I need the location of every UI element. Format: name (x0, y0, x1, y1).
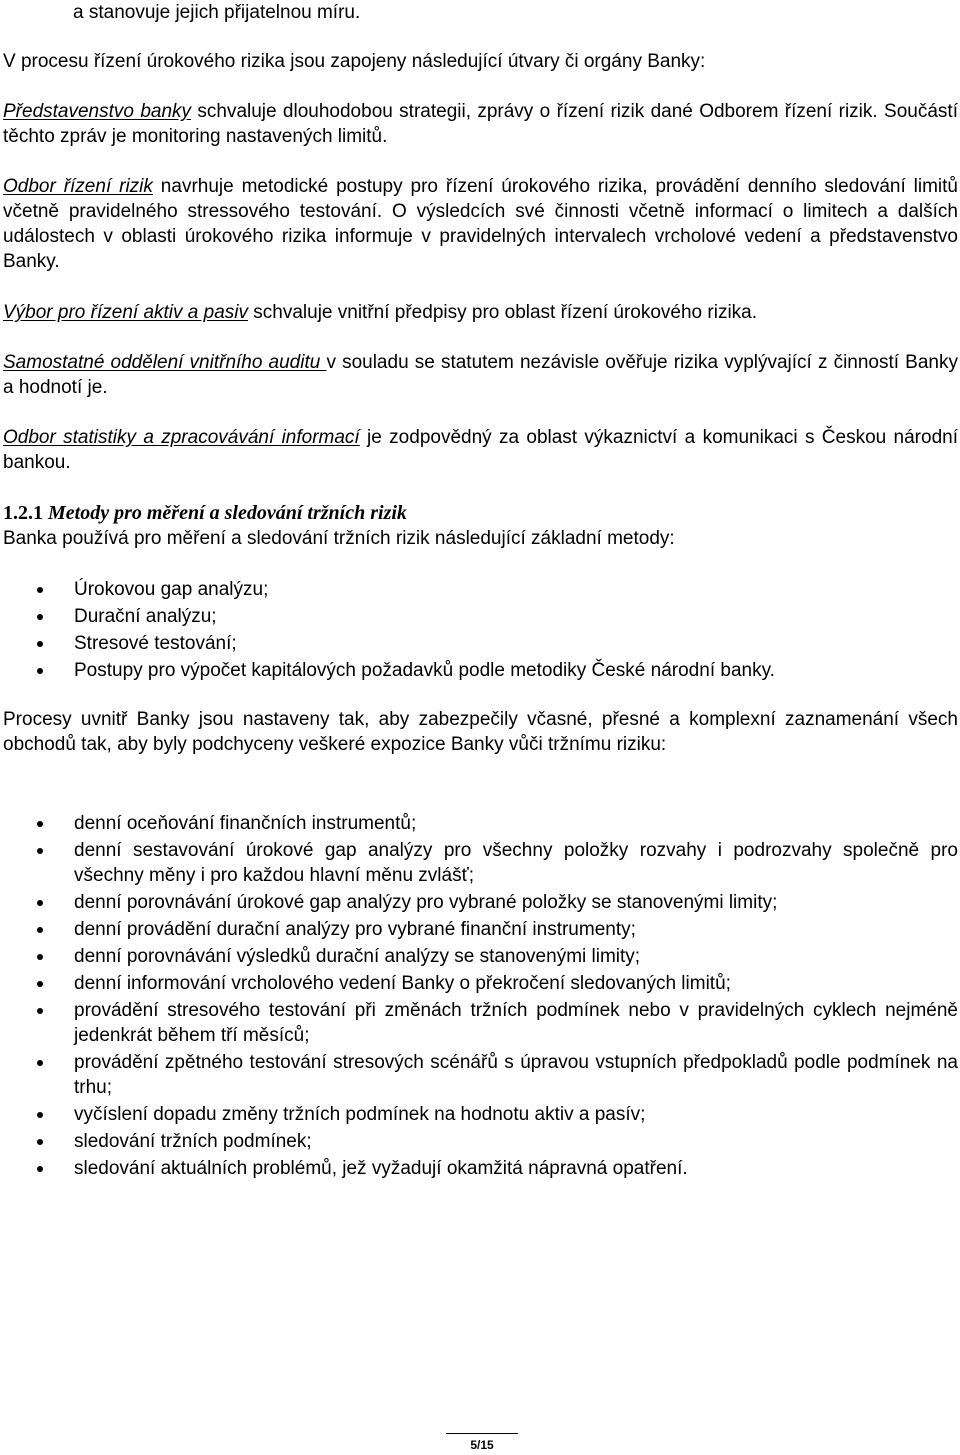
processes-list (3, 811, 958, 1181)
list-item: denní porovnávání výsledků durační analýzy se stanovenými limity; (3, 944, 958, 969)
list-item: vyčíslení dopadu změny tržních podmínek na hodnotu aktiv a pasív; (3, 1102, 958, 1127)
list-item: denní provádění durační analýzy pro vybrané finanční instrumenty; (3, 917, 958, 942)
bullet-icon (37, 821, 43, 827)
risk-dept-text: navrhuje metodické postupy pro řízení úrokového rizika, provádění denního sledování limitů včetně pravidelného stressového testování. O výsledcích své činnosti včetně informací o limitech a dalších událostech v oblasti úrokového rizika informuje v pravidelných intervalech vrcholové vedení a představenstvo Banky. (3, 176, 959, 272)
footer-rule (446, 1433, 518, 1434)
alco-name: Výbor pro řízení aktiv a pasiv (3, 302, 248, 323)
bullet-icon (37, 641, 43, 647)
list-item: Úrokovou gap analýzu; (3, 577, 958, 602)
bullet-icon (37, 1060, 43, 1066)
list-item: denní oceňování finančních instrumentů; (3, 811, 958, 836)
statistics-text: je zodpovědný za oblast výkaznictví a komunikaci s Českou národní bankou. (3, 427, 958, 473)
methods-list (3, 577, 958, 683)
bullet-icon (37, 668, 43, 674)
section-heading (3, 501, 958, 526)
alco-paragraph (3, 300, 958, 325)
bullet-icon (37, 927, 43, 933)
risk-dept-name: Odbor řízení rizik (3, 176, 153, 197)
section-title: Metody pro měření a sledování tržních rizik (48, 502, 407, 524)
alco-text: schvaluje vnitřní předpisy pro oblast řízení úrokového rizika. (248, 302, 758, 323)
statistics-paragraph (3, 425, 958, 475)
bullet-icon (37, 848, 43, 854)
risk-dept-paragraph (3, 174, 958, 274)
bullet-icon (37, 900, 43, 906)
bullet-icon (37, 587, 43, 593)
list-item: denní informování vrcholového vedení Banky o překročení sledovaných limitů; (3, 971, 958, 996)
list-item: sledování tržních podmínek; (3, 1129, 958, 1154)
board-name: Představenstvo banky (3, 101, 192, 122)
statistics-name: Odbor statistiky a zpracovávání informací (3, 427, 360, 448)
audit-name: Samostatné oddělení vnitřního auditu (3, 352, 327, 373)
board-text: schvaluje dlouhodobou strategii, zprávy o řízení rizik dané Odborem řízení rizik. Součástí těchto zpráv je monitoring nastavených limitů. (3, 101, 958, 147)
board-paragraph (3, 99, 958, 149)
continuation-line: a stanovuje jejich přijatelnou míru. (73, 2, 361, 23)
audit-text: v souladu se statutem nezávisle ověřuje rizika vyplývající z činností Banky a hodnotí je. (3, 352, 958, 398)
methods-intro: Banka používá pro měření a sledování tržních rizik následující základní metody: (3, 528, 675, 549)
list-item: provádění zpětného testování stresových scénářů s úpravou vstupních předpokladů podle podmínek na trhu; (3, 1050, 958, 1100)
bullet-icon (37, 1139, 43, 1145)
section-number: 1.2.1 (3, 502, 43, 524)
bullet-icon (37, 954, 43, 960)
list-item: Durační analýzu; (3, 604, 958, 629)
bullet-icon (37, 1008, 43, 1014)
bullet-icon (37, 1166, 43, 1172)
list-item: Postupy pro výpočet kapitálových požadavků podle metodiky České národní banky. (3, 658, 958, 683)
bullet-icon (37, 981, 43, 987)
intro-paragraph: V procesu řízení úrokového rizika jsou zapojeny následující útvary či orgány Banky: (3, 51, 706, 72)
list-item: provádění stresového testování při změnách tržních podmínek nebo v pravidelných cyklech nejméně jedenkrát během tří měsíců; (3, 998, 958, 1048)
bullet-icon (37, 614, 43, 620)
processes-intro: Procesy uvnitř Banky jsou nastaveny tak, aby zabezpečily včasné, přesné a komplexní zaznamenání všech obchodů tak, aby byly podchyceny veškeré expozice Banky vůči tržnímu riziku: (3, 709, 958, 755)
list-item: Stresové testování; (3, 631, 958, 656)
list-item: denní porovnávání úrokové gap analýzy pro vybrané položky se stanovenými limity; (3, 890, 958, 915)
page-number: 5/15 (470, 1438, 494, 1452)
list-item: sledování aktuálních problémů, jež vyžadují okamžitá nápravná opatření. (3, 1156, 958, 1181)
list-item: denní sestavování úrokové gap analýzy pro všechny položky rozvahy i podrozvahy společně pro všechny měny i pro každou hlavní měnu zvlášť; (3, 838, 958, 888)
bullet-icon (37, 1112, 43, 1118)
audit-paragraph (3, 350, 958, 400)
